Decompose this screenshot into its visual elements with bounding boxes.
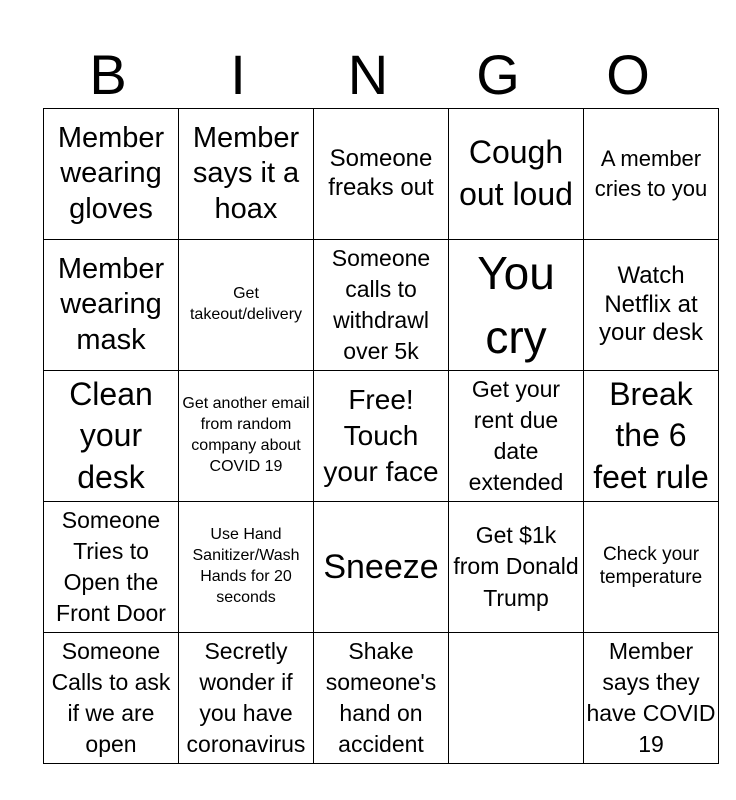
bingo-cell-empty[interactable] [449,633,584,764]
bingo-cell[interactable]: Break the 6 feet rule [584,371,719,502]
board-row [44,240,719,371]
bingo-cell[interactable]: Someone Calls to ask if we are open [44,633,179,764]
bingo-cell[interactable]: Member says it a hoax [179,109,314,240]
bingo-cell[interactable]: Cough out loud [449,109,584,240]
header-letter-b: B [89,43,127,106]
bingo-cell[interactable]: Free! Touch your face [314,371,449,502]
bingo-cell[interactable]: Shake someone's hand on accident [314,633,449,764]
bingo-cell[interactable]: Someone calls to withdrawl over 5k [314,240,449,371]
header-letter-o: O [606,43,650,106]
bingo-cell[interactable]: Someone Tries to Open the Front Door [44,502,179,633]
bingo-cell[interactable]: Member wearing mask [44,240,179,371]
bingo-cell[interactable]: Use Hand Sanitizer/Wash Hands for 20 seconds [179,502,314,633]
bingo-cell[interactable]: Sneeze [314,502,449,633]
bingo-cell[interactable]: Get your rent due date extended [449,371,584,502]
board-row [44,502,719,633]
bingo-cell[interactable]: Get another email from random company about COVID 19 [179,371,314,502]
bingo-cell[interactable]: Clean your desk [44,371,179,502]
board-row [44,109,719,240]
bingo-board [43,108,719,764]
bingo-cell[interactable]: Member says they have COVID 19 [584,633,719,764]
bingo-cell[interactable]: You cry [449,240,584,371]
board-row [44,633,719,764]
bingo-cell[interactable]: Watch Netflix at your desk [584,240,719,371]
bingo-cell[interactable]: A member cries to you [584,109,719,240]
bingo-cell[interactable]: Get takeout/delivery [179,240,314,371]
bingo-header [43,42,693,108]
bingo-cell[interactable]: Get $1k from Donald Trump [449,502,584,633]
bingo-cell[interactable]: Check your temperature [584,502,719,633]
header-letter-n: N [347,43,389,106]
bingo-cell[interactable]: Secretly wonder if you have coronavirus [179,633,314,764]
bingo-cell[interactable]: Someone freaks out [314,109,449,240]
header-letter-g: G [476,43,520,106]
bingo-cell[interactable]: Member wearing gloves [44,109,179,240]
header-letter-i: I [230,43,246,106]
board-row [44,371,719,502]
